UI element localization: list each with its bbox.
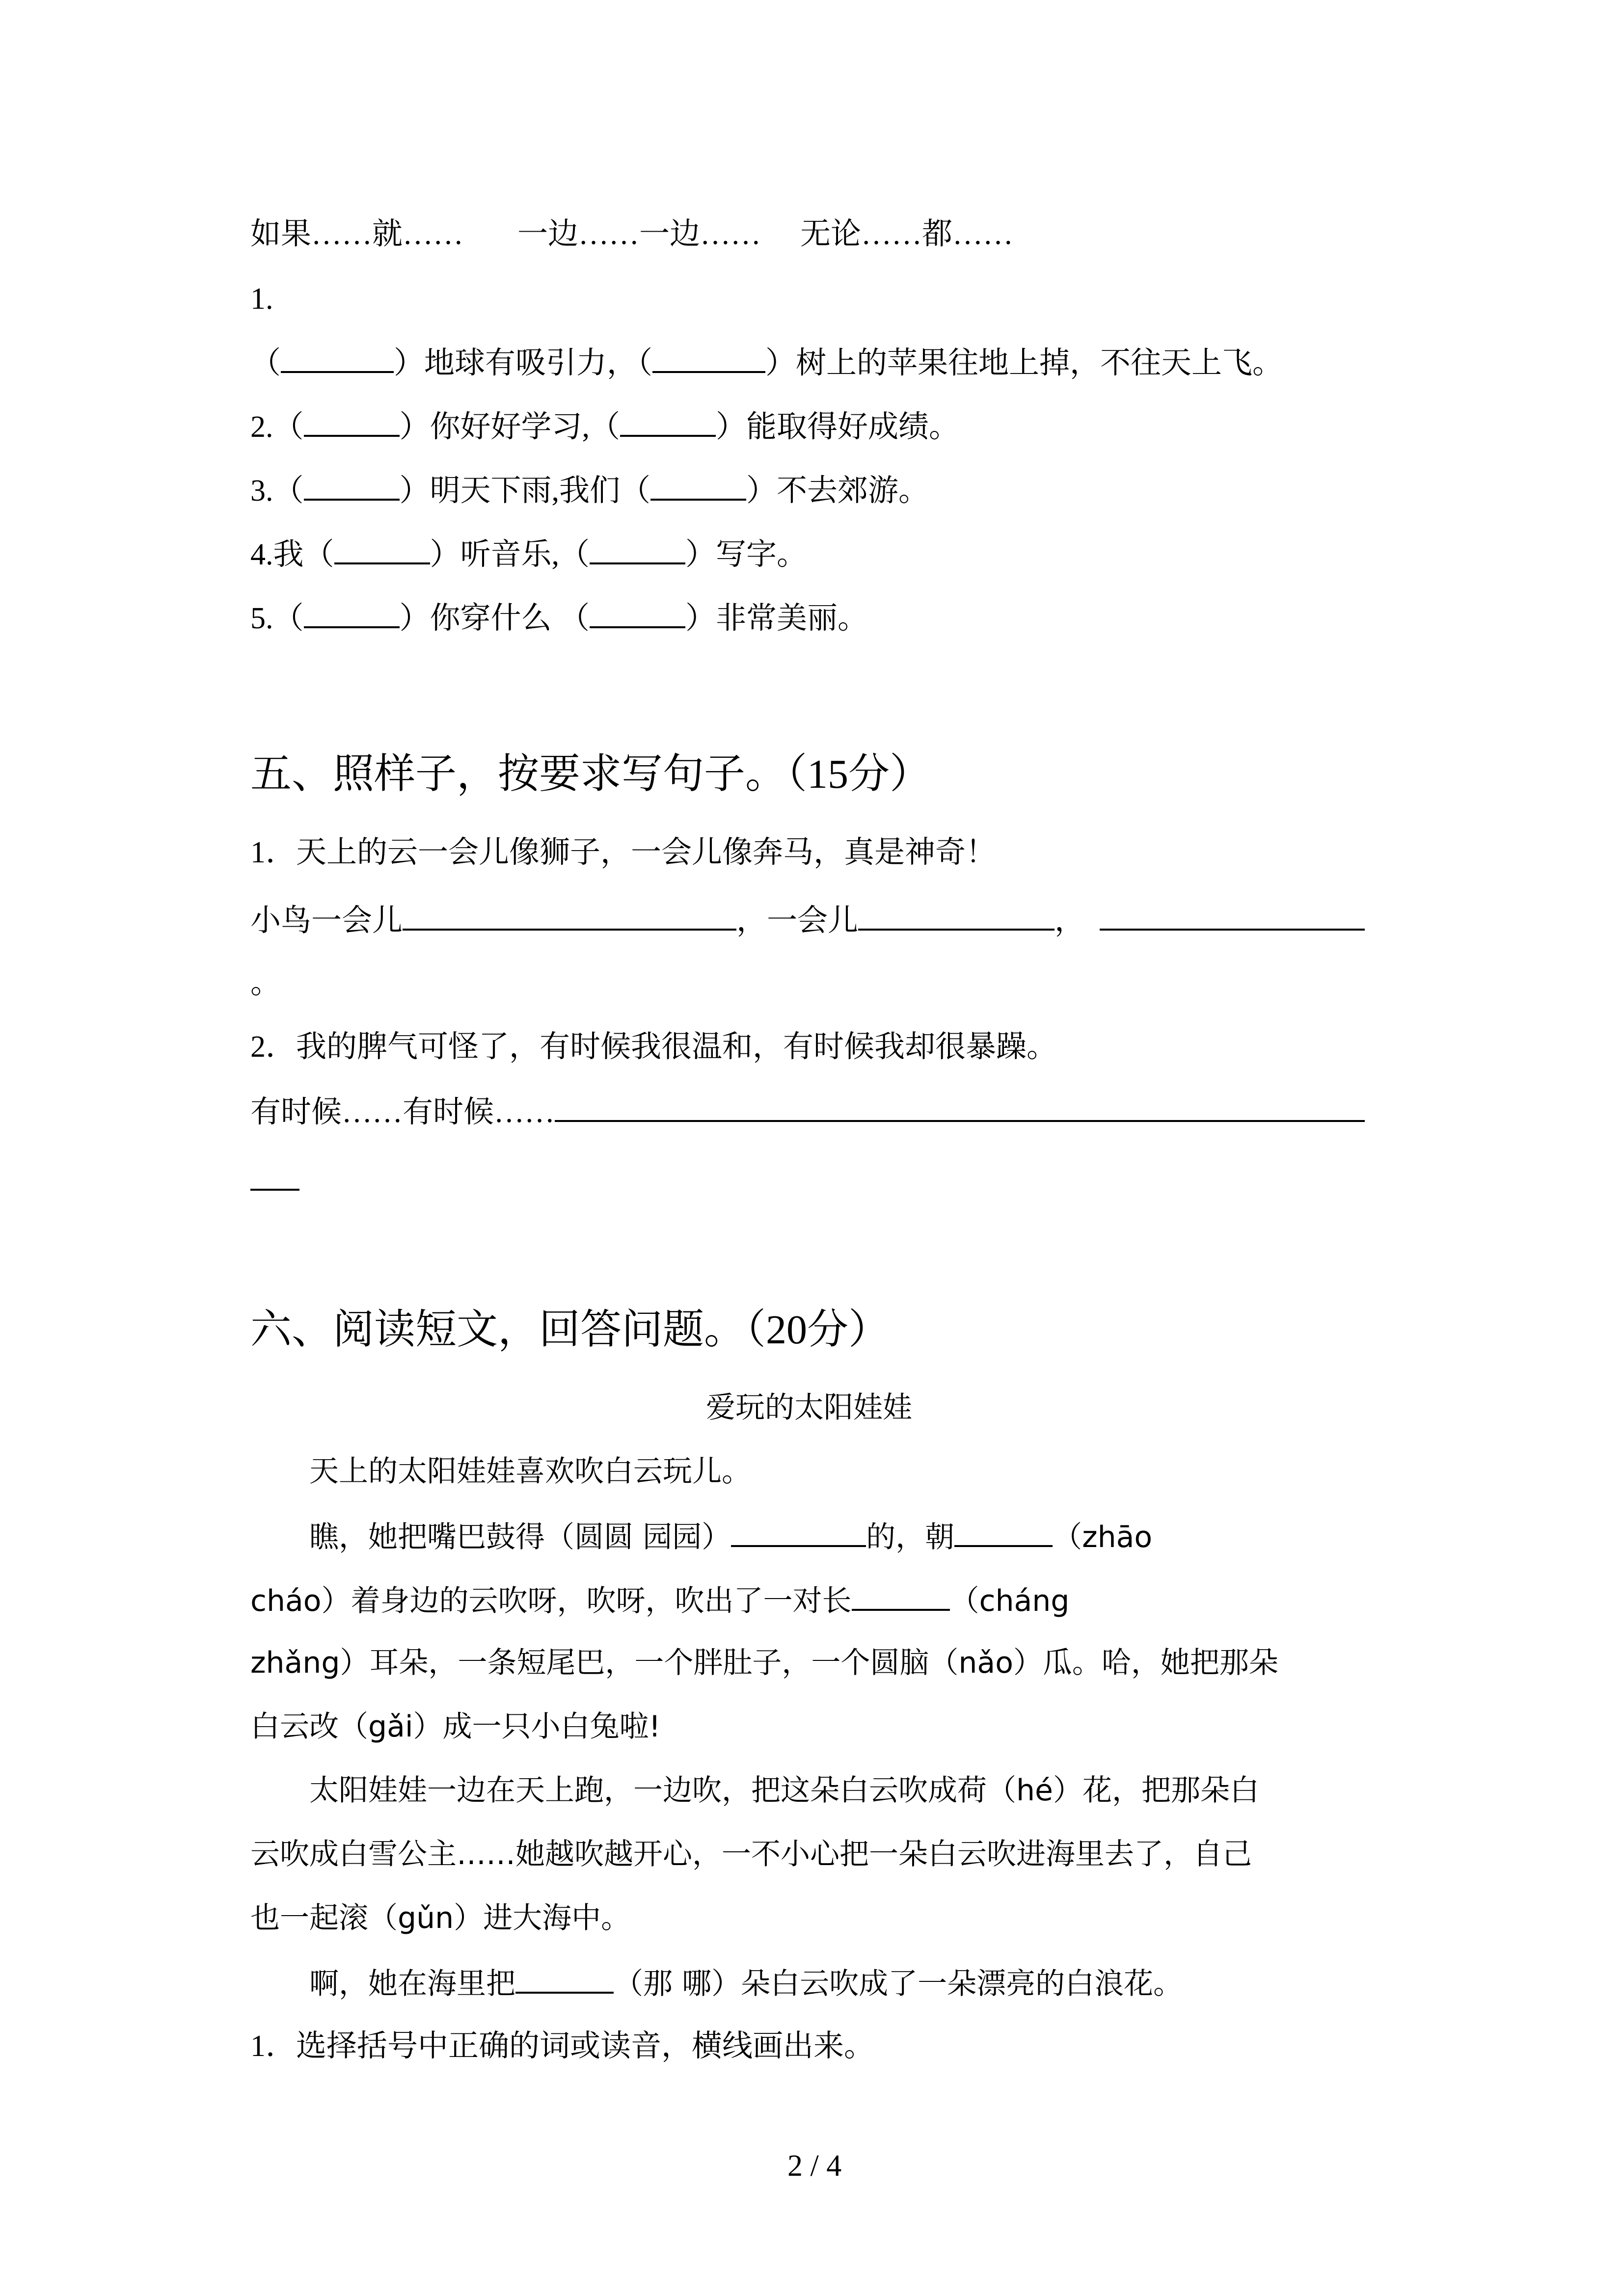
q3-text-b: ）明天下雨,我们（: [399, 474, 651, 507]
p4-text-b: （那 哪）朵白云吹成了一朵漂亮的白浪花。: [614, 1967, 1183, 2001]
p2-blank-2[interactable]: [954, 1521, 1053, 1547]
p2-text-e: （cháng: [949, 1584, 1070, 1618]
example-1-period: 。: [250, 966, 281, 1000]
q3-blank-1[interactable]: [304, 474, 400, 501]
q4-text-c: ）写字。: [685, 538, 808, 571]
passage-title: 爱玩的太阳娃娃: [706, 1390, 912, 1425]
q1-text-a: （: [250, 347, 281, 380]
q5-blank-2[interactable]: [590, 602, 685, 628]
ex2-blank-continued[interactable]: [250, 1189, 299, 1191]
ex1-text-b: ，一会儿: [736, 904, 859, 937]
q1-blank-2[interactable]: [652, 347, 765, 373]
ex1-text-c: ，: [1055, 904, 1085, 937]
q5-blank-1[interactable]: [304, 602, 400, 628]
ex1-blank-1[interactable]: [403, 904, 736, 931]
example-1-answer-line: [250, 904, 1365, 936]
p4-text-a: 啊，她在海里把: [309, 1967, 515, 2001]
ex1-text-a: 小鸟一会儿: [250, 904, 403, 937]
question-4: [250, 538, 807, 570]
ex1-blank-3[interactable]: [1100, 904, 1365, 931]
question-3: [250, 474, 929, 506]
q5-text-a: 5.（: [250, 602, 304, 635]
section-5-heading: 五、照样子，按要求写句子。（15分）: [250, 751, 931, 797]
question-1: [250, 347, 1283, 378]
passage-paragraph-2-line-4: 白云改（gǎi）成一只小白兔啦!: [250, 1709, 661, 1744]
q2-text-b: ）你好好学习,（: [399, 410, 621, 444]
connective-1: 如果……就……: [250, 217, 464, 251]
q1-text-c: ）树上的苹果往地上掉，不往天上飞。: [765, 347, 1283, 380]
q2-text-c: ）能取得好成绩。: [716, 410, 960, 444]
passage-paragraph-3-line-2: 云吹成白雪公主……她越吹越开心，一不小心把一朵白云吹进海里去了，自己: [250, 1837, 1252, 1871]
example-2-answer-line: [250, 1095, 1365, 1127]
q3-text-a: 3.（: [250, 474, 304, 507]
q1-blank-1[interactable]: [281, 347, 394, 373]
example-1-sentence: 1．天上的云一会儿像狮子，一会儿像奔马，真是神奇！: [250, 836, 997, 869]
question-5: [250, 602, 868, 634]
page-number: 2 / 4: [787, 2149, 842, 2183]
q2-text-a: 2.（: [250, 410, 304, 444]
connective-word-list: [250, 219, 1013, 249]
question-2: [250, 410, 959, 442]
ex2-prompt: 有时候……有时候……: [250, 1095, 555, 1129]
q3-blank-2[interactable]: [650, 474, 746, 501]
q4-blank-2[interactable]: [590, 538, 685, 564]
section-6-heading: 六、阅读短文，回答问题。（20分）: [250, 1307, 890, 1353]
q5-text-b: ）你穿什么 （: [399, 602, 590, 635]
ex1-blank-2[interactable]: [858, 904, 1055, 931]
ex2-blank[interactable]: [555, 1095, 1365, 1122]
passage-paragraph-2-line-2: [250, 1584, 1069, 1616]
passage-paragraph-4: [309, 1967, 1183, 1999]
p2-blank-3[interactable]: [852, 1584, 950, 1611]
passage-paragraph-2-line-1: [309, 1521, 1152, 1552]
q2-blank-2[interactable]: [620, 410, 716, 437]
p2-text-b: 的，朝: [866, 1520, 955, 1554]
passage-paragraph-3-line-3: 也一起滚（gǔn）进大海中。: [250, 1901, 631, 1935]
p2-blank-1[interactable]: [731, 1521, 866, 1547]
q5-text-c: ）非常美丽。: [685, 602, 868, 635]
q3-text-c: ）不去郊游。: [746, 474, 929, 507]
passage-paragraph-3-line-1: 太阳娃娃一边在天上跑，一边吹，把这朵白云吹成荷（hé）花，把那朵白: [309, 1773, 1259, 1808]
q4-blank-1[interactable]: [334, 538, 430, 564]
p2-text-a: 瞧，她把嘴巴鼓得（圆圆 园园）: [309, 1520, 731, 1554]
q4-text-a: 4.我（: [250, 538, 334, 571]
q1-text-b: ）地球有吸引力，（: [394, 347, 653, 380]
reading-question-1: 1．选择括号中正确的词或读音，横线画出来。: [250, 2029, 875, 2063]
p2-text-d: cháo）着身边的云吹呀，吹呀，吹出了一对长: [250, 1584, 852, 1618]
p4-blank[interactable]: [515, 1967, 614, 1994]
p2-text-c: （zhāo: [1053, 1520, 1153, 1554]
question-1-number: 1.: [250, 282, 273, 316]
connective-3: 无论……都……: [800, 217, 1014, 251]
passage-paragraph-2-line-3: zhǎng）耳朵，一条短尾巴，一个胖肚子，一个圆脑（nǎo）瓜。哈，她把那朵: [250, 1646, 1278, 1680]
q2-blank-1[interactable]: [304, 410, 400, 437]
passage-paragraph-1: 天上的太阳娃娃喜欢吹白云玩儿。: [309, 1454, 751, 1489]
connective-2: 一边……一边……: [517, 217, 761, 251]
example-2-sentence: 2．我的脾气可怪了，有时候我很温和，有时候我却很暴躁。: [250, 1030, 1057, 1064]
q4-text-b: ）听音乐,（: [430, 538, 590, 571]
